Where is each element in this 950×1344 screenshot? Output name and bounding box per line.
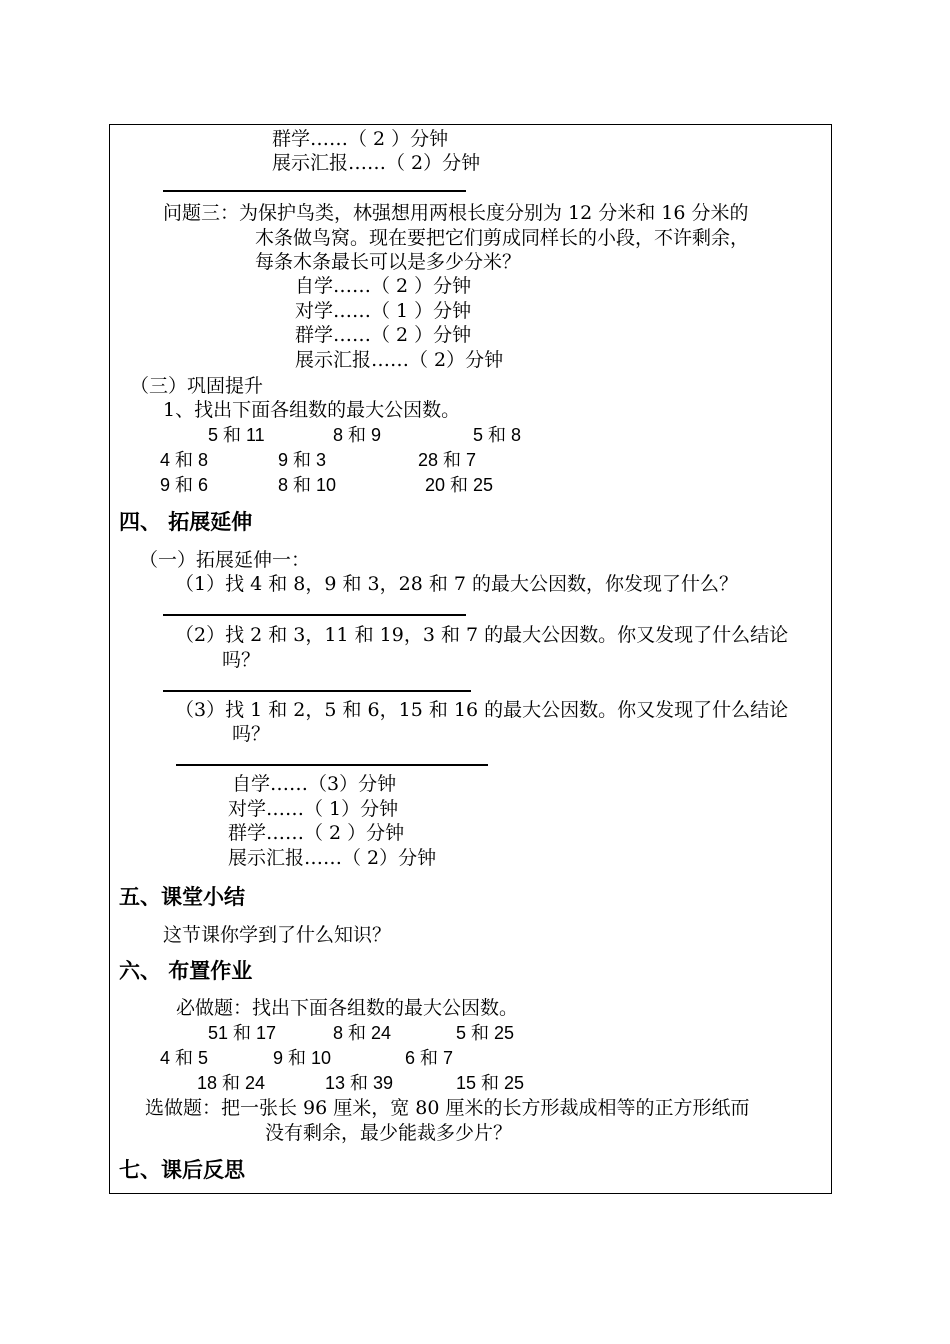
gcd-pair: 8 和 9 [333,425,382,445]
homework-pair: 6 和 7 [405,1048,454,1068]
gcd-pair: 9 和 3 [278,450,327,470]
section6-heading: 六、 布置作业 [119,959,253,983]
extension-question-1: （1）找 4 和 8，9 和 3，28 和 7 的最大公因数，你发现了什么？ [175,573,739,595]
homework-pair: 13 和 39 [325,1073,394,1093]
extension-question-2: （2）找 2 和 3，11 和 19，3 和 7 的最大公因数。你又发现了什么结论 [175,624,789,646]
homework-pair: 8 和 24 [333,1023,392,1043]
extension-question-3: （3）找 1 和 2，5 和 6，15 和 16 的最大公因数。你又发现了什么结论 [175,699,789,721]
gcd-pair: 9 和 6 [160,475,209,495]
gcd-pair: 5 和 8 [473,425,522,445]
extension-group-study: 群学……（ 2 ）分钟 [228,822,405,844]
problem3-pair-study: 对学……（ 1 ）分钟 [295,300,472,322]
gcd-pair: 20 和 25 [425,475,494,495]
extension-question-3-cont: 吗？ [232,723,271,745]
required-homework: 必做题：找出下面各组数的最大公因数。 [176,997,519,1019]
extension-question-2-cont: 吗？ [222,649,261,671]
section5-heading: 五、课堂小结 [119,885,245,909]
problem3-line2: 木条做鸟窝。现在要把它们剪成同样长的小段，不许剩余， [255,227,750,249]
section7-heading: 七、课后反思 [119,1158,245,1182]
problem3-line3: 每条木条最长可以是多少分米？ [255,251,522,273]
group-study-time: 群学……（ 2 ）分钟 [272,128,449,150]
problem3-self-study: 自学……（ 2 ）分钟 [295,275,472,297]
extension-presentation: 展示汇报……（ 2）分钟 [228,847,437,869]
homework-pair: 4 和 5 [160,1048,209,1068]
presentation-time: 展示汇报……（ 2）分钟 [272,152,481,174]
gcd-pair: 5 和 11 [208,425,265,445]
extension-sub-title: （一）拓展延伸一： [139,549,311,571]
gcd-pair: 28 和 7 [418,450,477,470]
summary-question: 这节课你学到了什么知识？ [163,924,392,946]
extension-pair-study: 对学……（ 1）分钟 [228,798,399,820]
homework-pair: 15 和 25 [456,1073,525,1093]
homework-pair: 18 和 24 [197,1073,266,1093]
optional-homework-line2: 没有剩余，最少能裁多少片？ [265,1122,513,1144]
problem3-presentation: 展示汇报……（ 2）分钟 [295,349,504,371]
optional-homework-line1: 选做题：把一张长 96 厘米，宽 80 厘米的长方形裁成相等的正方形纸而 [145,1097,750,1119]
homework-pair: 51 和 17 [208,1023,277,1043]
homework-pair: 9 和 10 [273,1048,332,1068]
section4-heading: 四、 拓展延伸 [119,510,253,534]
answer-line [163,690,471,692]
extension-self-study: 自学……（3）分钟 [232,773,397,795]
answer-line [176,764,488,766]
problem3-group-study: 群学……（ 2 ）分钟 [295,324,472,346]
gcd-pair: 8 和 10 [278,475,337,495]
consolidate-task: 1、找出下面各组数的最大公因数。 [163,399,461,421]
homework-pair: 5 和 25 [456,1023,515,1043]
consolidate-title: （三）巩固提升 [130,375,264,397]
answer-line [163,614,466,616]
gcd-pair: 4 和 8 [160,450,209,470]
problem3-line1: 问题三：为保护鸟类，林强想用两根长度分别为 12 分米和 16 分米的 [163,202,749,224]
answer-line [163,190,466,192]
